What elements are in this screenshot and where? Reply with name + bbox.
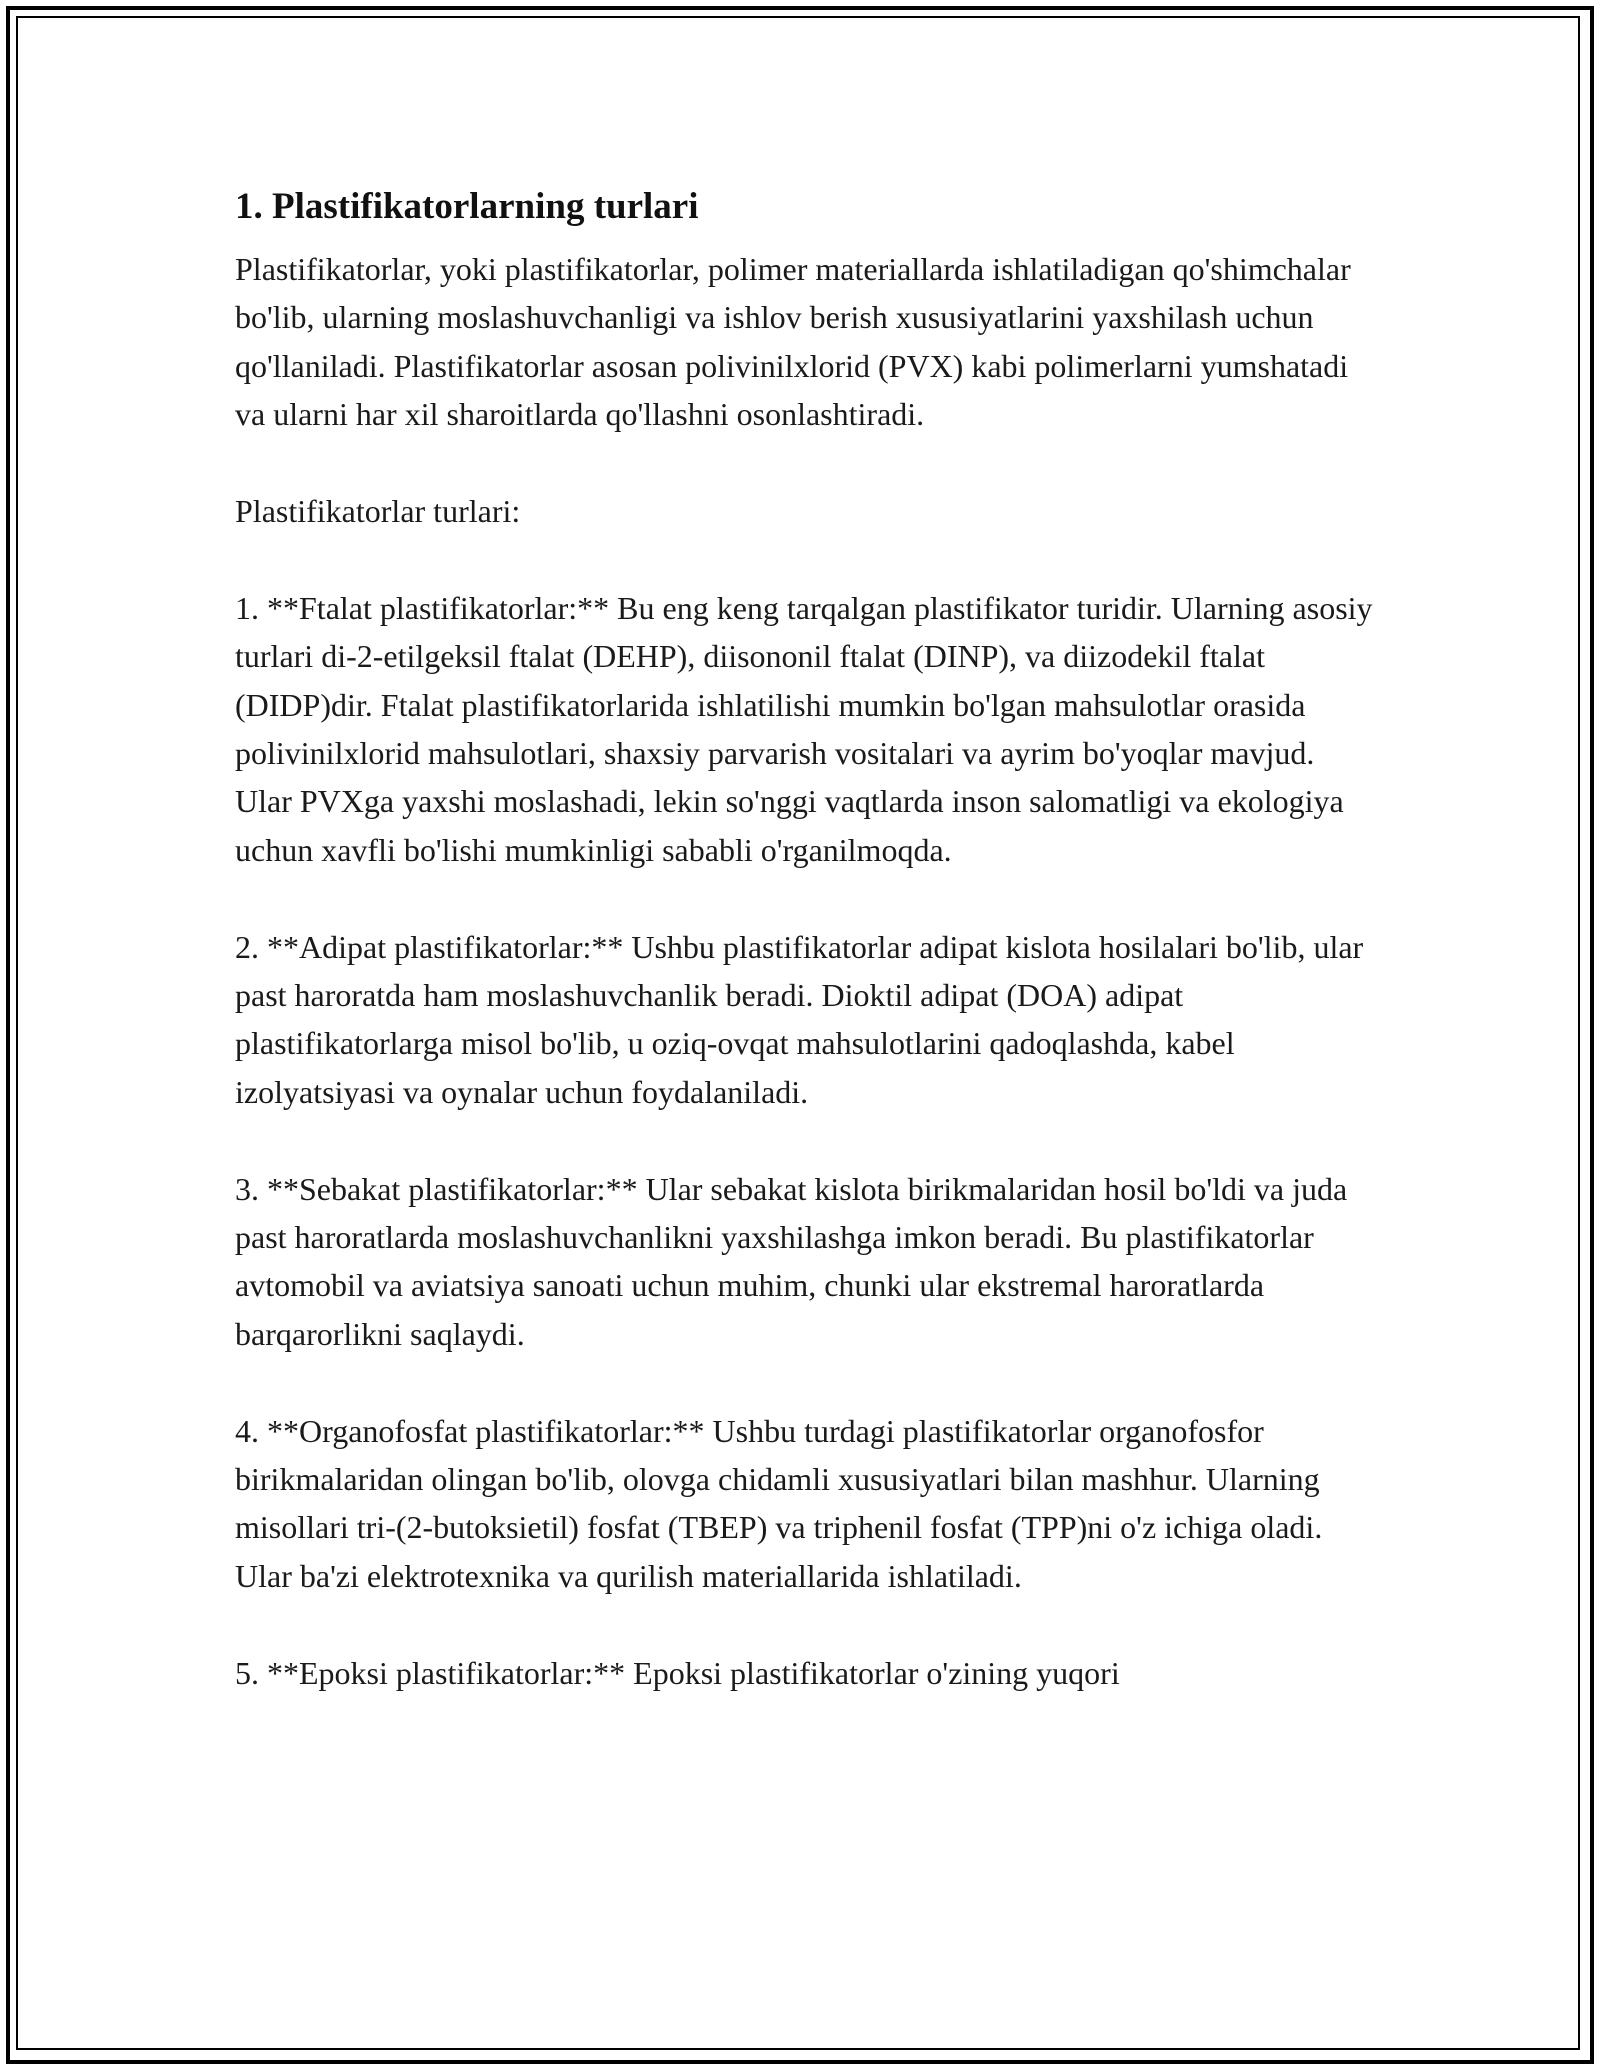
document-body bbox=[235, 183, 1375, 1745]
types-heading-paragraph: Plastifikatorlar turlari: bbox=[235, 493, 521, 530]
organofosfat-paragraph: 4. **Organofosfat plastifikatorlar:** Ushbu turdagi plastifikatorlar organofosfor birikmalaridan olingan bo'lib, olovga chidamli xususiyatlari bilan mashhur. Ularning misollari tri-(2-butoksietil) fosfat (TBEP) va triphenil fosfat (TPP)ni o'z ichiga oladi. Ular ba'zi elektrotexnika va qurilish materiallarida ishlatiladi. bbox=[235, 1412, 1323, 1594]
document-title: 1. Plastifikatorlarning turlari bbox=[235, 186, 699, 227]
intro-paragraph: Plastifikatorlar, yoki plastifikatorlar, polimer materiallarda ishlatiladigan qo'shimchalar bo'lib, ularning moslashuvchanligi va ishlov berish xususiyatlarini yaxshilash uchun qo'llaniladi. Plastifikatorlar asosan polivinilxlorid (PVX) kabi polimerlarni yumshatadi va ularni har xil sharoitlarda qo'llashni osonlashtiradi. bbox=[235, 251, 1351, 433]
ftalat-paragraph: 1. **Ftalat plastifikatorlar:** Bu eng keng tarqalgan plastifikator turidir. Ularning asosiy turlari di-2-etilgeksil ftalat (DEHP), diisononil ftalat (DINP), va diizodekil ftalat (DIDP)dir. Ftalat plastifikatorlarida ishlatilishi mumkin bo'lgan mahsulotlar orasida polivinilxlorid mahsulotlari, shaxsiy parvarish vositalari va ayrim bo'yoqlar mavjud. Ular PVXga yaxshi moslashadi, lekin so'nggi vaqtlarda inson salomatligi va ekologiya uchun xavfli bo'lishi mumkinligi sababli o'rganilmoqda. bbox=[235, 589, 1373, 868]
sebakat-paragraph: 3. **Sebakat plastifikatorlar:** Ular sebakat kislota birikmalaridan hosil bo'ldi va juda past haroratlarda moslashuvchanlikni yaxshilashga imkon beradi. Bu plastifikatorlar avtomobil va aviatsiya sanoati uchun muhim, chunki ular ekstremal haroratlarda barqarorlikni saqlaydi. bbox=[235, 1170, 1348, 1352]
epoksi-paragraph: 5. **Epoksi plastifikatorlar:** Epoksi plastifikatorlar o'zining yuqori bbox=[235, 1654, 1120, 1691]
adipat-paragraph: 2. **Adipat plastifikatorlar:** Ushbu plastifikatorlar adipat kislota hosilalari bo'lib, ular past haroratda ham moslashuvchanlik beradi. Dioktil adipat (DOA) adipat plastifikatorlarga misol bo'lib, u oziq-ovqat mahsulotlarini qadoqlashda, kabel izolyatsiyasi va oynalar uchun foydalaniladi. bbox=[235, 928, 1364, 1110]
